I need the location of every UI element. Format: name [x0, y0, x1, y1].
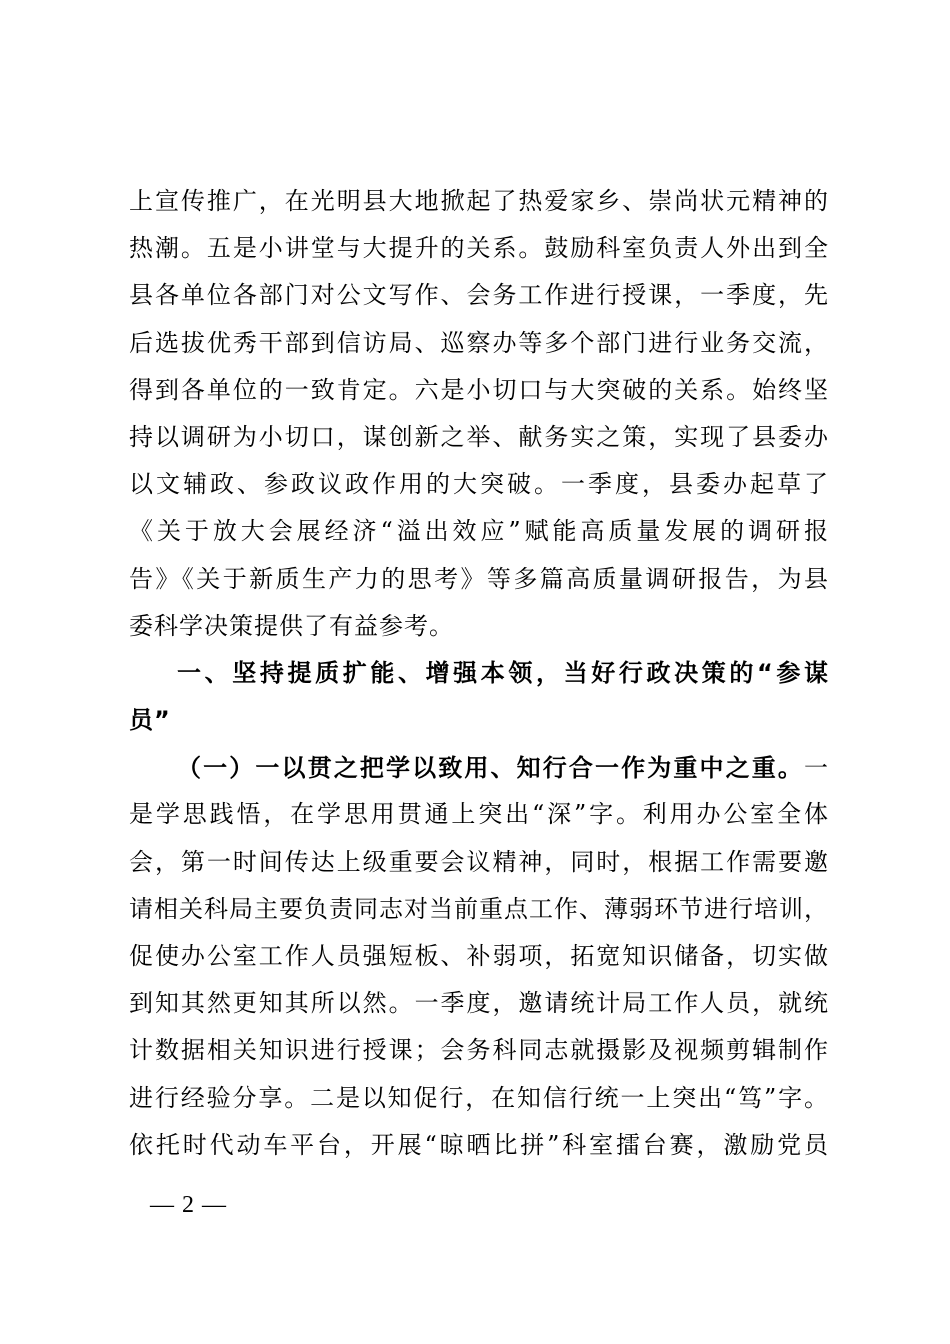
subsection-first-line-rest: 一 [804, 754, 829, 783]
paragraph-line: 告》《关于新质生产力的思考》等多篇高质量调研报告，为县 [129, 564, 829, 593]
paragraph-line: 依托时代动车平台，开展“晾晒比拼”科室擂台赛，激励党员 [129, 1130, 829, 1159]
subsection-first-line [129, 744, 829, 791]
section-heading-line: 员” [129, 706, 171, 735]
paragraph-line: 热潮。五是小讲堂与大提升的关系。鼓励科室负责人外出到全 [129, 234, 829, 263]
paragraph-line: 计数据相关知识进行授课；会务科同志就摄影及视频剪辑制作 [129, 1036, 829, 1065]
paragraph-line: 请相关科局主要负责同志对当前重点工作、薄弱环节进行培训， [129, 894, 829, 923]
section-heading-line: 一、坚持提质扩能、增强本领，当好行政决策的“参谋 [177, 658, 829, 687]
paragraph-line: 得到各单位的一致肯定。六是小切口与大突破的关系。始终坚 [129, 375, 829, 404]
paragraph-line: 后选拔优秀干部到信访局、巡察办等多个部门进行业务交流， [129, 328, 829, 357]
paragraph-line: 会，第一时间传达上级重要会议精神，同时，根据工作需要邀 [129, 847, 829, 876]
page-number: — 2 — [150, 1192, 227, 1218]
paragraph-line: 委科学决策提供了有益参考。 [129, 611, 454, 640]
paragraph-line: 到知其然更知其所以然。一季度，邀请统计局工作人员，就统 [129, 989, 829, 1018]
paragraph-line: 促使办公室工作人员强短板、补弱项，拓宽知识储备，切实做 [129, 942, 829, 970]
paragraph-line: 上宣传推广，在光明县大地掀起了热爱家乡、崇尚状元精神的 [129, 187, 829, 215]
paragraph-line: 《关于放大会展经济“溢出效应”赋能高质量发展的调研报 [129, 517, 829, 546]
paragraph-line: 是学思践悟，在学思用贯通上突出“深”字。利用办公室全体 [129, 800, 829, 829]
subsection-title: （一）一以贯之把学以致用、知行合一作为重中之重。 [177, 753, 804, 783]
paragraph-line: 县各单位各部门对公文写作、会务工作进行授课，一季度，先 [129, 281, 829, 310]
paragraph-line: 持以调研为小切口，谋创新之举、献务实之策，实现了县委办 [129, 422, 829, 451]
paragraph-line: 以文辅政、参政议政作用的大突破。一季度，县委办起草了 [129, 470, 829, 499]
paragraph-line: 进行经验分享。二是以知促行，在知信行统一上突出“笃”字。 [129, 1083, 829, 1112]
body-text [129, 178, 829, 1169]
